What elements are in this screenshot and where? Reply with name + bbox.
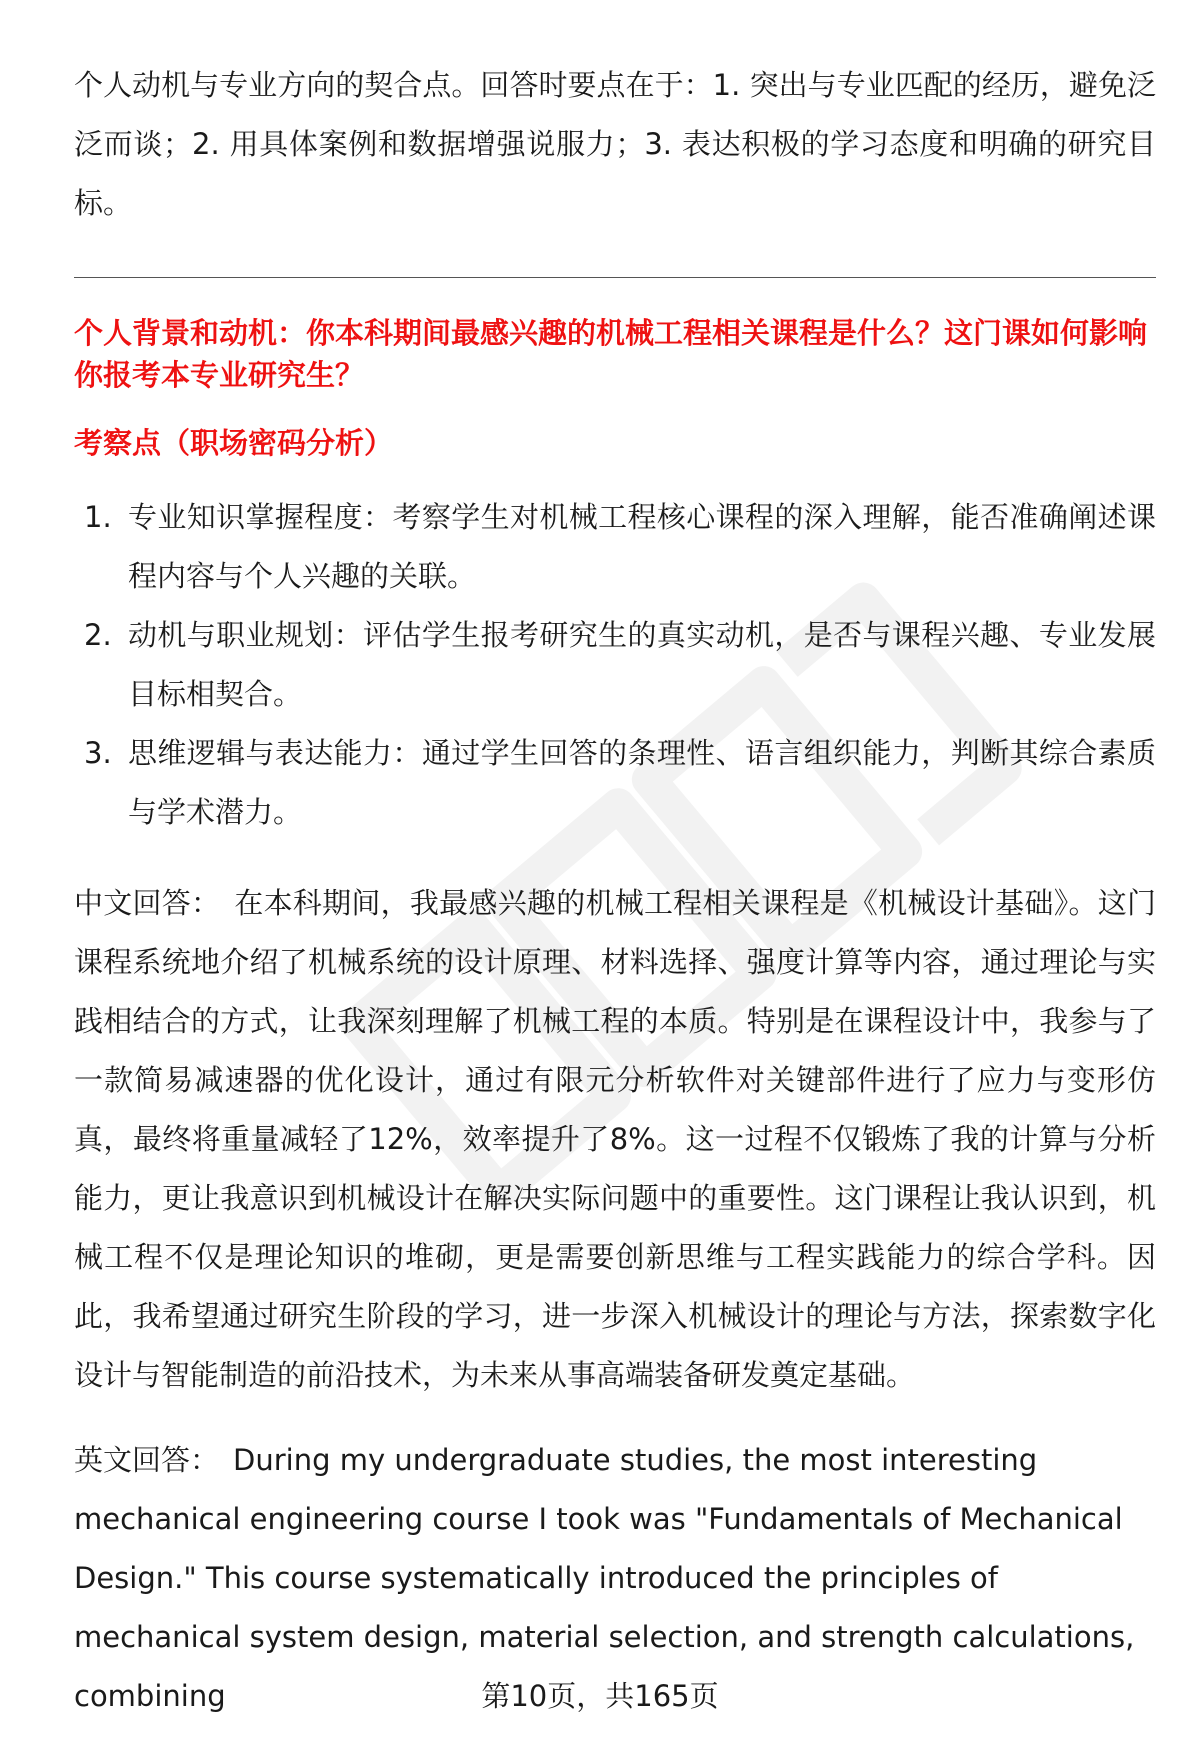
list-item-text: 动机与职业规划：评估学生报考研究生的真实动机，是否与课程兴趣、专业发展目标相契合。	[128, 618, 1156, 711]
chinese-answer	[74, 874, 1156, 1405]
focus-list-item	[74, 488, 1156, 606]
list-number: 2.	[84, 618, 112, 652]
focus-list-item	[74, 606, 1156, 724]
section-divider	[74, 277, 1156, 278]
chinese-answer-paragraph	[74, 874, 1156, 1405]
list-item-text: 思维逻辑与表达能力：通过学生回答的条理性、语言组织能力，判断其综合素质与学术潜力。	[128, 736, 1156, 829]
chinese-answer-label: 中文回答：	[74, 886, 221, 920]
question-heading: 个人背景和动机：你本科期间最感兴趣的机械工程相关课程是什么？这门课如何影响你报考本专业研究生？	[74, 316, 1148, 392]
focus-heading: 考察点（职场密码分析）	[74, 426, 394, 460]
intro-paragraph: 个人动机与专业方向的契合点。回答时要点在于：1. 突出与专业匹配的经历，避免泛泛而谈；2. 用具体案例和数据增强说服力；3. 表达积极的学习态度和明确的研究目标。	[74, 68, 1156, 220]
list-number: 3.	[84, 736, 112, 770]
list-number: 1.	[84, 500, 112, 534]
focus-list	[74, 488, 1156, 842]
chinese-answer-text: 在本科期间，我最感兴趣的机械工程相关课程是《机械设计基础》。这门课程系统地介绍了机械系统的设计原理、材料选择、强度计算等内容，通过理论与实践相结合的方式，让我深刻理解了机械工程的本质。特别是在课程设计中，我参与了一款简易减速器的优化设计，通过有限元分析软件对关键部件进行了应力与变形仿真，最终将重量减轻了12%，效率提升了8%。这一过程不仅锻炼了我的计算与分析能力，更让我意识到机械设计在解决实际问题中的重要性。这门课程让我认识到，机械工程不仅是理论知识的堆砌，更是需要创新思维与工程实践能力的综合学科。因此，我希望通过研究生阶段的学习，进一步深入机械设计的理论与方法，探索数字化设计与智能制造的前沿技术，为未来从事高端装备研发奠定基础。	[74, 886, 1156, 1392]
document-page	[74, 56, 1156, 1726]
english-answer-text: During my undergraduate studies, the most interesting mechanical engineering course I took was "Fundamentals of Mechanical Design." This course systematically introduced the principles of mechanical system design, material selection, and strength calculations, combining	[74, 1443, 1135, 1713]
page-number-footer: 第10页，共165页	[481, 1679, 719, 1713]
english-answer-label: 英文回答：	[74, 1443, 220, 1477]
focus-list-item	[74, 724, 1156, 842]
list-item-text: 专业知识掌握程度：考察学生对机械工程核心课程的深入理解，能否准确阐述课程内容与个人兴趣的关联。	[128, 500, 1156, 593]
